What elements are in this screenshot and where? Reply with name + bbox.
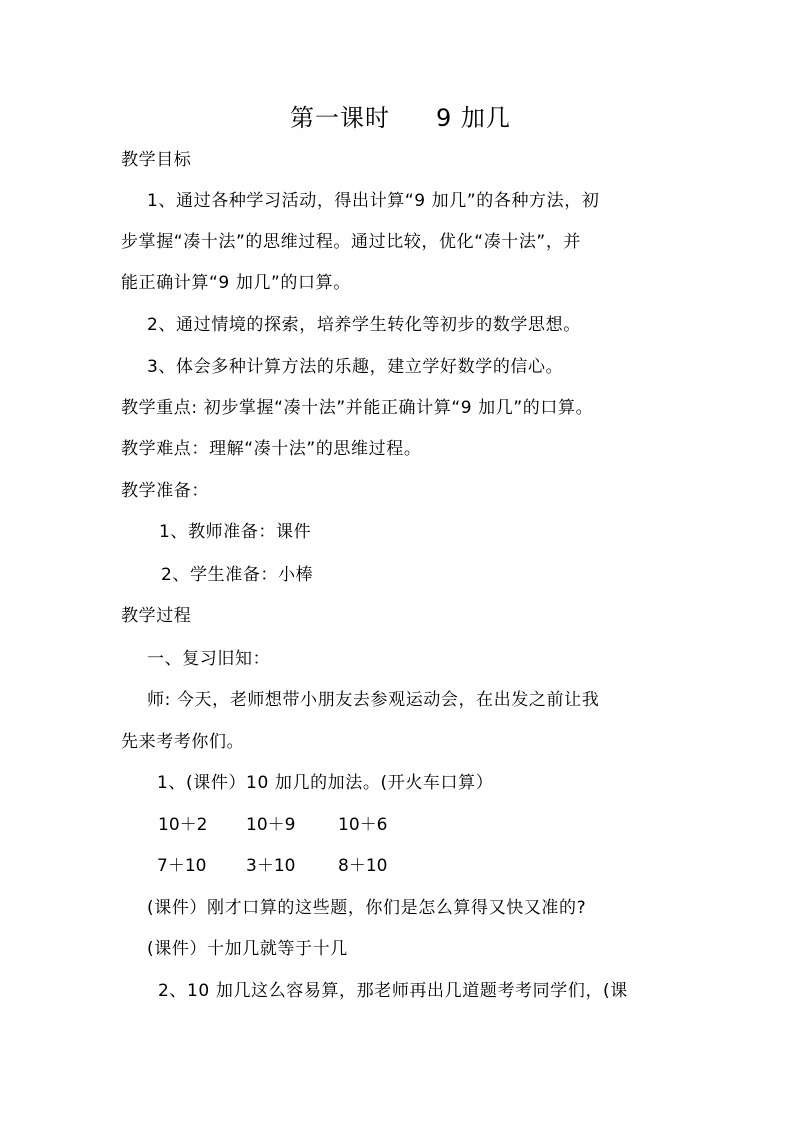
exercise: 10＋6	[338, 815, 388, 835]
goal1-line1: 1、通过各种学习活动，得出计算“9 加几”的各种方法，初	[147, 191, 600, 211]
goal2: 2、通过情境的探索，培养学生转化等初步的数学思想。	[147, 315, 581, 335]
title-topic: 9 加几	[436, 104, 511, 132]
exercise: 7＋10	[157, 856, 207, 876]
item1: 1、(课件）10 加几的加法。(开火车口算）	[157, 773, 494, 793]
teacher-line1: 师: 今天，老师想带小朋友去参观运动会，在出发之前让我	[147, 690, 600, 710]
goal3: 3、体会多种计算方法的乐趣，建立学好数学的信心。	[147, 357, 564, 377]
process-heading: 教学过程	[121, 606, 192, 626]
exercise-row-2	[0, 855, 794, 877]
item2: 2、10 加几这么容易算，那老师再出几道题考考同学们，(课	[158, 981, 628, 1001]
section-review: 一、复习旧知：	[147, 649, 271, 669]
difficulty: 教学难点：理解“凑十法”的思维过程。	[121, 439, 422, 459]
goal1-line2: 步掌握“凑十法”的思维过程。通过比较，优化“凑十法”，并	[121, 232, 582, 252]
prep-teacher: 1、教师准备：课件	[159, 522, 312, 542]
key-point: 教学重点: 初步掌握“凑十法”并能正确计算“9 加几”的口算。	[121, 398, 594, 418]
exercise: 10＋9	[246, 815, 296, 835]
exercise: 10＋2	[158, 815, 208, 835]
page-title	[290, 103, 511, 133]
goal1-line3: 能正确计算“9 加几”的口算。	[121, 273, 351, 293]
prep-heading: 教学准备：	[121, 481, 209, 501]
prep-student: 2、学生准备：小棒	[161, 565, 314, 585]
exercise-row-1	[0, 814, 794, 836]
exercise: 8＋10	[338, 856, 388, 876]
exercise: 3＋10	[246, 856, 296, 876]
teacher-line2: 先来考考你们。	[121, 732, 245, 752]
question-1: (课件）刚才口算的这些题，你们是怎么算得又快又准的?	[147, 898, 587, 918]
title-lesson: 第一课时	[290, 104, 390, 132]
question-2: (课件）十加几就等于十几	[147, 939, 348, 959]
goals-heading: 教学目标	[121, 150, 192, 170]
